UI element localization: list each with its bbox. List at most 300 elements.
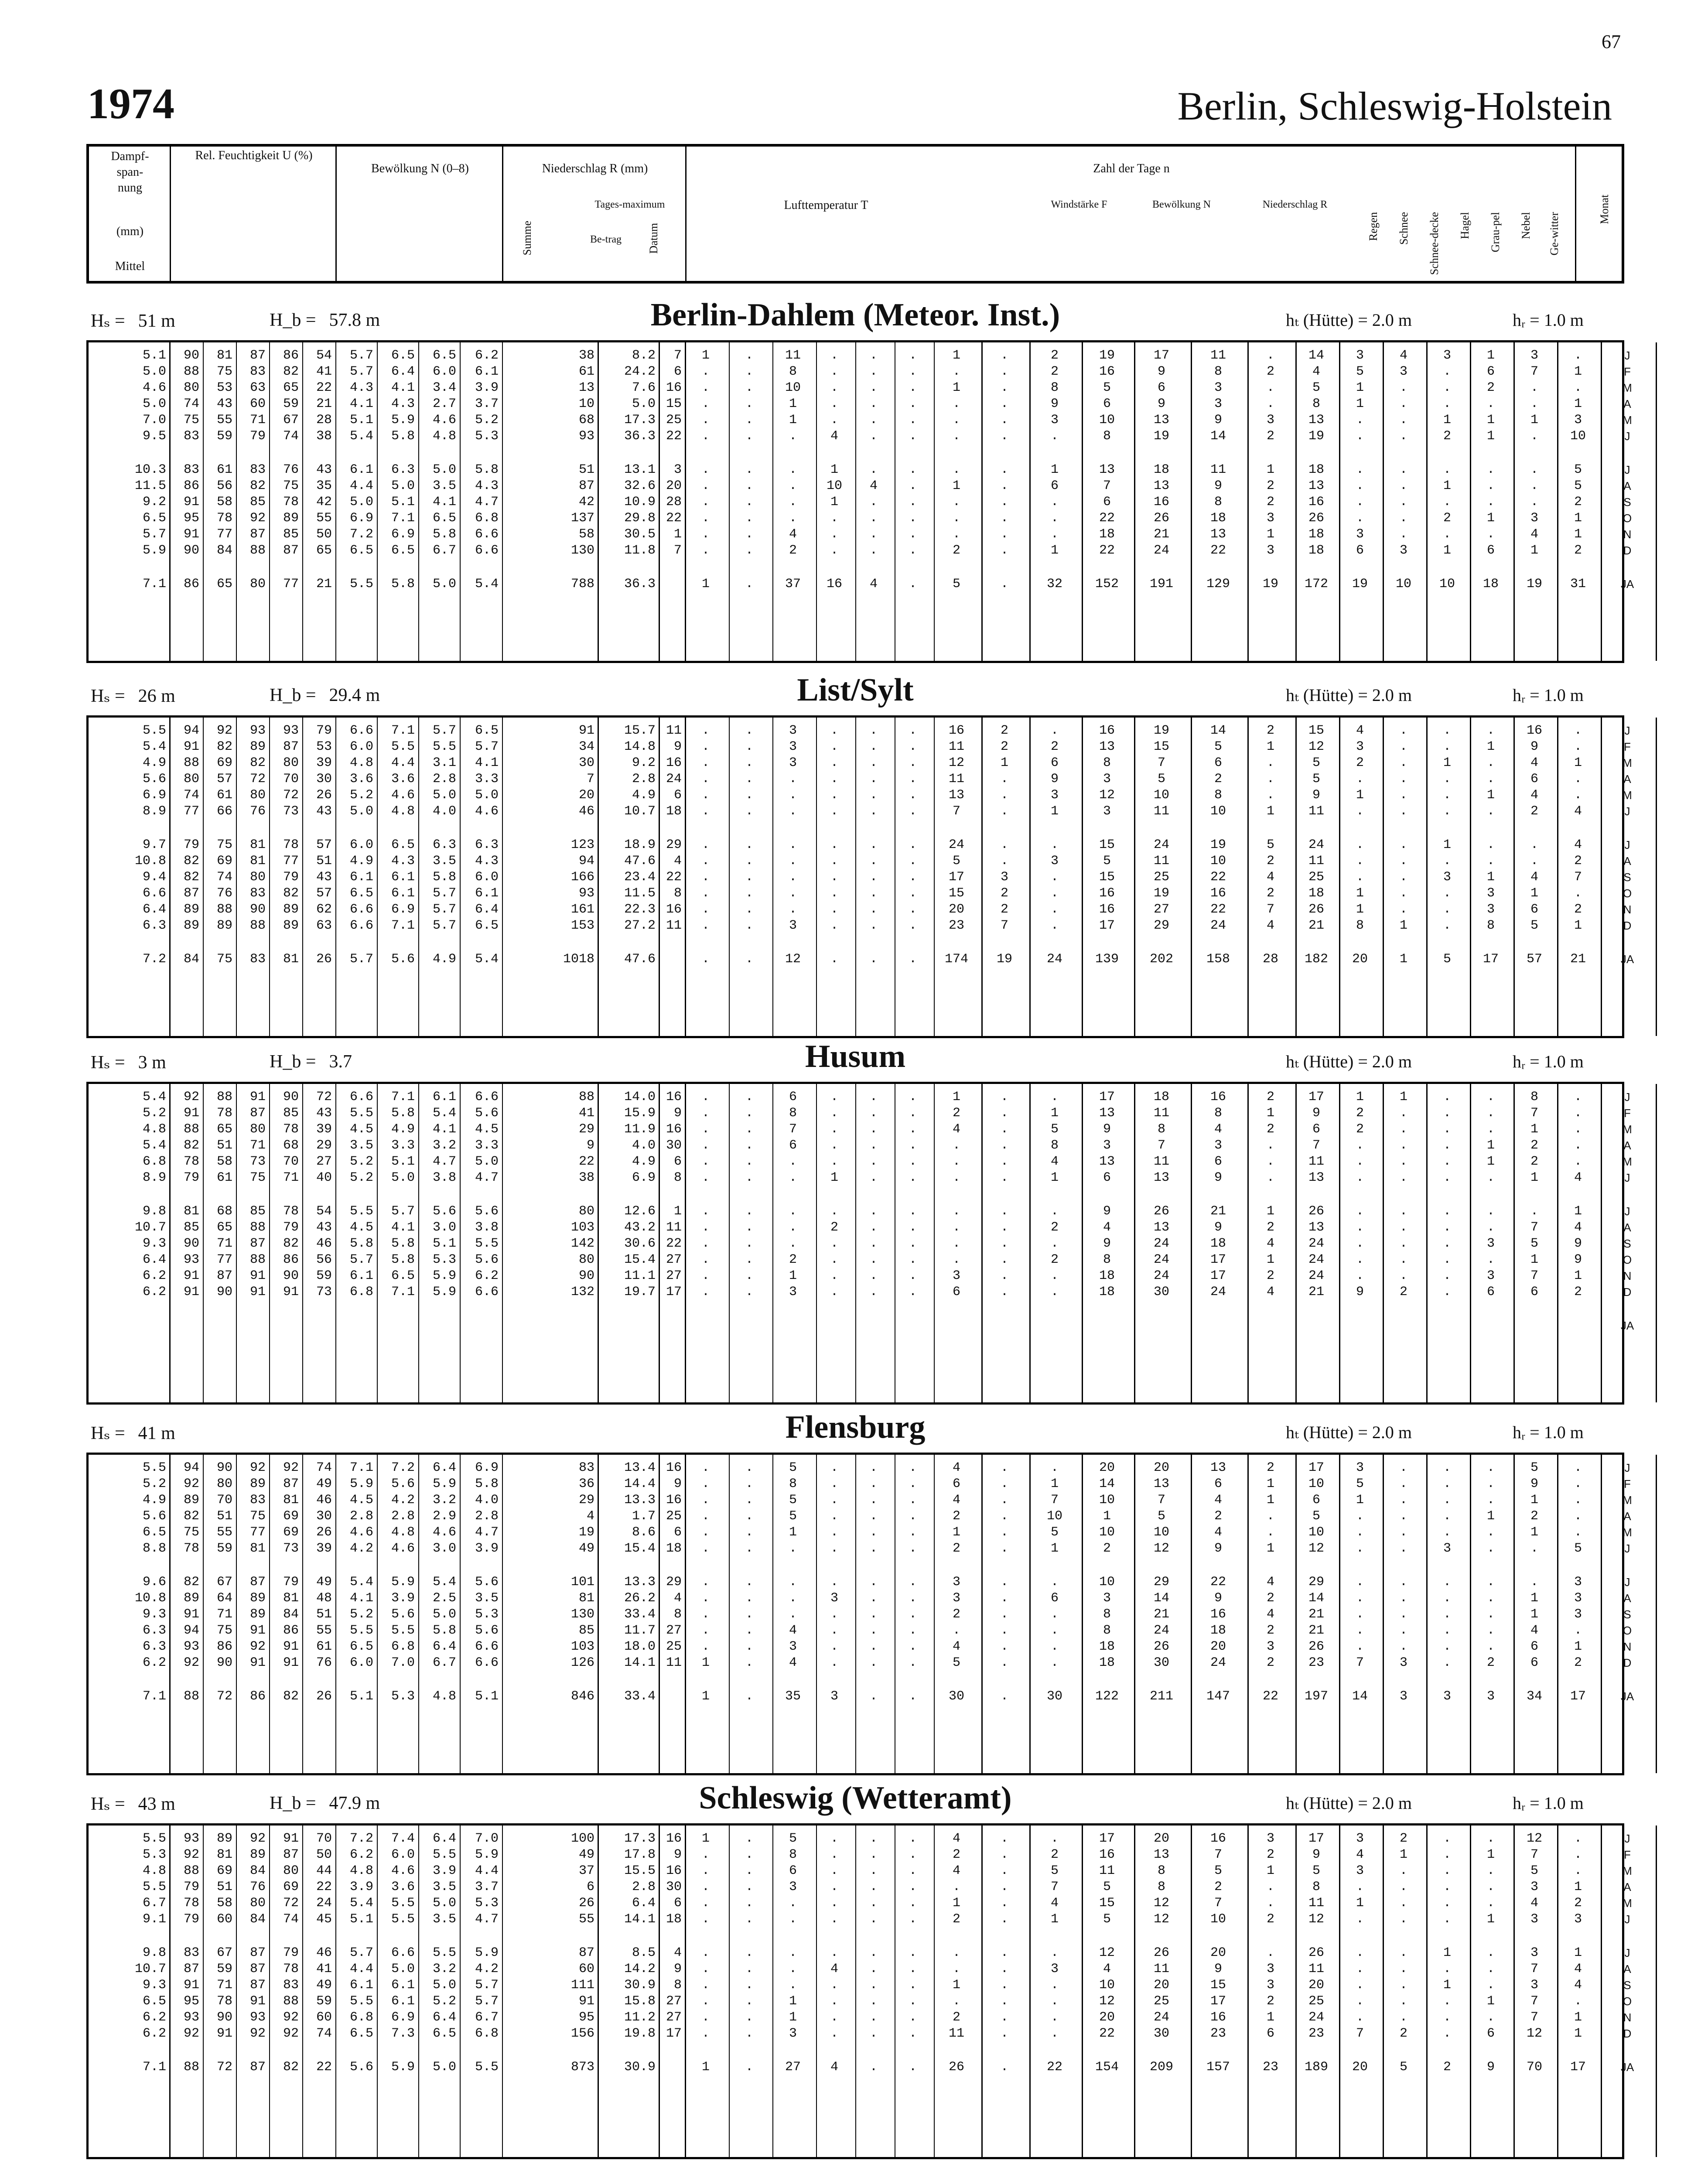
month-cell: O [1623,1624,1632,1637]
table-cell: . [1000,348,1008,363]
table-cell: 18 [1210,1623,1226,1638]
table-cell: . [952,1220,960,1235]
table-cell: 4 [1356,723,1364,738]
table-cell: 4 [1574,804,1582,819]
table-cell: 10 [1046,1509,1062,1524]
table-cell: . [1050,1994,1059,2009]
table-row [89,1574,1630,1590]
table-cell: . [909,1831,917,1846]
table-cell: 2.9 [432,1509,456,1524]
table-cell: . [869,1591,878,1606]
table-cell: 5.2 [142,1106,166,1121]
table-cell: 87 [249,1106,266,1121]
table-cell: 5.8 [432,1623,456,1638]
table-cell: 3 [1443,1689,1451,1704]
table-cell: 3.8 [432,1170,456,1185]
table-cell: 9 [673,1106,682,1121]
station-hr: hᵣ = 1.0 m [1513,310,1584,330]
table-row [89,1476,1631,1492]
table-cell: 2 [1266,1122,1274,1137]
table-cell: 22 [1210,902,1226,917]
table-cell: 21 [316,397,332,411]
table-cell: . [869,1689,878,1704]
table-cell: 36.3 [624,429,656,444]
table-cell: 2 [1050,1220,1059,1235]
table-cell: 5.5 [142,1880,166,1894]
table-cell: 82 [183,1509,199,1524]
table-cell: . [1356,1525,1364,1540]
table-cell: 5 [789,1509,797,1524]
table-cell: 87 [249,1236,266,1251]
table-cell: . [1486,772,1495,786]
table-cell: 24 [1153,1236,1169,1251]
table-cell: 4 [789,527,797,542]
table-cell: 25 [666,1639,682,1654]
table-cell: . [789,886,797,901]
table-cell: 154 [1095,2060,1119,2075]
station-ht: hₜ (Hütte) = 2.0 m [1286,685,1412,705]
table-cell: . [1530,479,1538,493]
table-cell: . [1000,462,1008,477]
table-cell: 16 [1210,1607,1226,1622]
table-cell: 4 [673,1591,682,1606]
table-cell: . [909,886,917,901]
table-cell: 2.8 [391,1509,415,1524]
table-cell: . [909,1138,917,1153]
hb-value: 3.7 [329,1052,352,1072]
table-cell: . [1356,1268,1364,1283]
table-cell: 13 [1099,1154,1115,1169]
table-cell: . [1574,1994,1582,2009]
table-cell: 6.3 [142,918,166,933]
table-cell: 71 [216,1236,232,1251]
table-cell: . [1443,918,1451,933]
table-cell: 88 [216,902,232,917]
table-cell: 2 [1050,348,1059,363]
table-cell: 4.8 [349,1863,373,1878]
table-cell: 49 [316,1978,332,1993]
table-cell: . [745,952,753,967]
table-cell: 49 [578,1541,594,1556]
table-cell: 2 [1574,543,1582,558]
table-cell: 6.0 [475,870,499,885]
table-cell: 17 [1483,952,1499,967]
table-cell: . [830,1509,838,1524]
table-cell: 13 [1153,1220,1169,1235]
table-cell: . [745,1204,753,1219]
table-cell: 4.5 [349,1220,373,1235]
table-row [89,1089,1630,1105]
table-cell: . [701,1509,710,1524]
table-cell: . [1399,1220,1407,1235]
table-row [89,771,1631,787]
table-cell: . [830,952,838,967]
table-cell: . [909,1252,917,1267]
table-cell: 20 [1352,952,1368,967]
table-cell: 5.8 [432,527,456,542]
table-cell: 3 [1356,1831,1364,1846]
table-cell: 92 [183,2026,199,2041]
table-cell: 74 [316,2026,332,2041]
table-cell: 16 [1526,723,1542,738]
table-cell: . [1399,1912,1407,1927]
table-cell: 24 [666,772,682,786]
table-cell: . [909,2060,917,2075]
table-cell: . [830,1847,838,1862]
table-cell: 80 [183,380,199,395]
table-cell: 93 [249,723,266,738]
table-cell: . [1486,495,1495,509]
table-cell: 24 [1046,952,1062,967]
table-cell: 9.4 [142,870,166,885]
table-cell: 8 [1157,1863,1165,1878]
table-cell: 2 [1399,1285,1407,1299]
table-cell: . [1486,1831,1495,1846]
table-cell: 10.7 [134,1220,166,1235]
table-cell: . [1000,1285,1008,1299]
table-cell: . [1443,1962,1451,1976]
table-cell: 30 [1153,1655,1169,1670]
table-cell: 158 [1206,952,1230,967]
table-cell: 3.7 [475,1880,499,1894]
table-cell: . [745,413,753,427]
table-cell: 18.9 [624,838,656,852]
table-cell: . [1443,397,1451,411]
table-cell: 11.9 [624,1122,656,1137]
table-cell: . [1000,1962,1008,1976]
table-cell: . [830,854,838,868]
table-cell: 7 [1266,902,1274,917]
table-cell: . [1266,397,1274,411]
table-cell: 40 [316,1170,332,1185]
table-cell: . [869,755,878,770]
table-cell: 4.9 [391,1122,415,1137]
table-cell: 6 [673,1525,682,1540]
table-cell: 1 [1530,1607,1538,1622]
table-cell: 82 [183,1575,199,1590]
table-cell: . [909,1220,917,1235]
table-cell: . [1530,1541,1538,1556]
table-cell: 6 [1050,479,1059,493]
table-cell: 77 [216,527,232,542]
table-cell: 7 [1356,2026,1364,2041]
table-cell: 11 [1210,348,1226,363]
table-cell: 6.6 [475,1285,499,1299]
table-cell: . [869,1138,878,1153]
table-cell: . [745,870,753,885]
table-cell: 5 [1157,772,1165,786]
table-cell: . [1000,1623,1008,1638]
table-cell: 5.0 [349,804,373,819]
table-cell: 6.8 [391,1639,415,1654]
table-cell: 2 [952,1607,960,1622]
table-cell: 4 [1050,1896,1059,1911]
table-cell: . [1486,1962,1495,1976]
table-cell: . [745,479,753,493]
table-cell: 5.7 [475,739,499,754]
table-cell: . [1399,723,1407,738]
table-cell: . [1000,788,1008,803]
table-cell: . [1356,1912,1364,1927]
table-cell: 11 [1308,804,1324,819]
table-cell: 6.6 [349,918,373,933]
table-cell: 5 [1530,1863,1538,1878]
table-cell: 11 [1308,1896,1324,1911]
table-cell: 63 [249,380,266,395]
table-cell: 87 [183,886,199,901]
table-cell: 166 [570,870,594,885]
table-cell: . [1356,1623,1364,1638]
table-cell: 43.2 [624,1220,656,1235]
table-cell: 92 [183,1477,199,1491]
table-cell: 10 [785,380,801,395]
table-cell: 1 [1530,1493,1538,1508]
table-cell: . [1050,1575,1059,1590]
station-name: List/Sylt [797,672,914,708]
table-cell: 61 [216,788,232,803]
table-cell: 51 [578,462,594,477]
table-cell: 14 [1099,1477,1115,1491]
table-cell: 3 [1399,543,1407,558]
table-cell: . [745,1896,753,1911]
table-cell: 1 [701,1655,710,1670]
table-cell: . [1356,1138,1364,1153]
table-cell: . [1486,1978,1495,1993]
table-cell: 15 [1153,739,1169,754]
table-cell: 58 [216,1896,232,1911]
table-cell: 8 [673,886,682,901]
table-cell: 82 [249,479,266,493]
table-cell: . [869,1994,878,2009]
table-row [89,739,1631,755]
table-cell: 93 [578,429,594,444]
table-cell: 22 [1210,543,1226,558]
table-cell: . [789,1236,797,1251]
table-cell: 10.7 [134,1962,166,1976]
table-cell: 17.3 [624,1831,656,1846]
table-cell: . [745,1477,753,1491]
table-cell: 30 [1046,1689,1062,1704]
table-cell: 19 [1210,838,1226,852]
table-cell: 20 [1210,1945,1226,1960]
table-cell: . [952,1252,960,1267]
table-cell: . [1356,511,1364,526]
table-cell: 22 [666,1236,682,1251]
table-cell: 16 [1153,495,1169,509]
table-cell: 4 [952,1639,960,1654]
month-cell: J [1624,1913,1630,1926]
table-cell: . [745,1962,753,1976]
table-cell: 8.5 [632,1945,656,1960]
table-cell: 6.9 [391,527,415,542]
table-cell: . [909,952,917,967]
table-cell: 86 [216,1639,232,1654]
table-cell: 7.1 [142,577,166,591]
table-cell: 22 [1262,1689,1278,1704]
table-cell: . [909,1575,917,1590]
hs-label: Hₛ = [91,1053,125,1073]
table-cell: 3 [789,739,797,754]
table-cell: 1 [1574,918,1582,933]
month-cell: JA [1620,578,1634,591]
month-cell: M [1623,1526,1632,1539]
table-cell: 29 [1153,1575,1169,1590]
table-cell: 92 [183,1090,199,1104]
table-cell: . [1356,1994,1364,2009]
table-cell: 3 [1399,364,1407,379]
table-cell: . [745,854,753,868]
table-cell: 19 [1526,577,1542,591]
table-cell: 6.1 [349,1978,373,1993]
table-cell: 20 [1308,1978,1324,1993]
hs-value: 3 m [138,1053,166,1073]
table-cell: 6 [1530,1639,1538,1654]
table-cell: 5.7 [432,902,456,917]
table-cell: 1 [1530,1122,1538,1137]
table-cell: 4 [1266,1575,1274,1590]
table-cell: 1018 [563,952,594,967]
table-cell: 22 [1210,1575,1226,1590]
table-cell: . [745,1509,753,1524]
table-cell: 9 [1214,1962,1222,1976]
table-cell: 23.4 [624,870,656,885]
table-cell: 41 [316,364,332,379]
table-cell: . [830,1880,838,1894]
table-cell: 2 [1530,1154,1538,1169]
table-cell: 82 [183,854,199,868]
table-cell: 36.3 [624,577,656,591]
table-cell: 1 [1574,1945,1582,1960]
table-cell: 3 [1530,1880,1538,1894]
table-cell: 90 [283,1090,299,1104]
table-cell: 4.8 [391,804,415,819]
table-cell: 9 [1530,1477,1538,1491]
table-row [89,1460,1630,1476]
table-cell: 5.9 [349,1477,373,1491]
table-cell: . [1266,1154,1274,1169]
table-cell: . [1000,2026,1008,2041]
table-cell: 4.2 [475,1962,499,1976]
table-cell: 19 [1308,429,1324,444]
table-cell: 94 [183,1460,199,1475]
table-cell: . [869,1525,878,1540]
table-cell: 80 [249,1896,266,1911]
table-cell: 11 [1308,1154,1324,1169]
table-cell: 10 [1153,788,1169,803]
table-cell: 86 [183,577,199,591]
table-cell: 6 [1214,1154,1222,1169]
table-cell: . [1050,429,1059,444]
table-cell: 9 [1103,1236,1111,1251]
table-cell: 78 [283,1204,299,1219]
table-cell: 75 [216,952,232,967]
month-cell: S [1623,1979,1631,1992]
table-cell: 6 [1486,543,1495,558]
table-row [89,803,1630,819]
table-cell: 57 [216,772,232,786]
table-cell: 6.9 [142,788,166,803]
table-cell: 87 [216,1268,232,1283]
table-cell: 5.5 [391,1912,415,1927]
table-cell: 89 [183,902,199,917]
month-cell: J [1624,1542,1630,1555]
table-cell: 5.4 [475,577,499,591]
table-cell: . [701,870,710,885]
table-cell: 10.3 [134,462,166,477]
table-cell: 26 [1153,511,1169,526]
table-cell: 5.6 [142,1509,166,1524]
table-cell: . [1050,1978,1059,1993]
table-cell: 4 [830,429,838,444]
table-cell: 26 [316,1689,332,1704]
hb-label: H_b = [270,1052,316,1072]
table-cell: 18 [1153,462,1169,477]
table-cell: 81 [216,348,232,363]
table-row [89,462,1630,478]
table-cell: 1 [789,1994,797,2009]
table-cell: 2 [1530,1509,1538,1524]
table-cell: 70 [283,772,299,786]
table-cell: 93 [249,2010,266,2025]
table-cell: 4 [1530,1623,1538,1638]
table-cell: 89 [283,918,299,933]
month-cell: D [1623,1285,1632,1299]
table-cell: . [1000,429,1008,444]
table-cell: 29 [1308,1575,1324,1590]
table-cell: 10 [1099,1525,1115,1540]
table-cell: 1 [1050,1170,1059,1185]
table-cell: 18 [1308,462,1324,477]
table-cell: 209 [1149,2060,1173,2075]
table-cell: 2 [1266,886,1274,901]
table-cell: 5.5 [142,1831,166,1846]
table-cell: 3.9 [391,1591,415,1606]
table-cell: . [1486,1880,1495,1894]
table-cell: . [909,527,917,542]
table-cell: . [869,1154,878,1169]
table-cell: . [1399,1639,1407,1654]
table-cell: 88 [249,918,266,933]
table-cell: 75 [216,838,232,852]
table-cell: 6 [789,1138,797,1153]
table-cell: 1 [1574,1880,1582,1894]
table-cell: . [701,1541,710,1556]
table-cell: 5.0 [391,479,415,493]
table-cell: . [745,804,753,819]
table-cell: 6.1 [349,870,373,885]
table-cell: 5.4 [349,1896,373,1911]
table-cell: 4.6 [142,380,166,395]
table-cell: . [745,902,753,917]
table-cell: 1 [1530,886,1538,901]
table-cell: 6.5 [391,543,415,558]
table-cell: . [909,1689,917,1704]
table-cell: 5.6 [475,1106,499,1121]
table-cell: . [909,1896,917,1911]
table-cell: 16 [666,1863,682,1878]
table-cell: 9.3 [142,1978,166,1993]
table-cell: 21 [1308,1285,1324,1299]
month-cell: D [1623,544,1632,557]
monat-header: Monat [1598,195,1611,224]
table-cell: 1 [1050,1541,1059,1556]
table-cell: . [1399,1525,1407,1540]
table-cell: 88 [183,364,199,379]
table-cell: 55 [316,1623,332,1638]
table-cell: 5.4 [142,1138,166,1153]
table-cell: 84 [249,1912,266,1927]
table-cell: 16 [1099,723,1115,738]
